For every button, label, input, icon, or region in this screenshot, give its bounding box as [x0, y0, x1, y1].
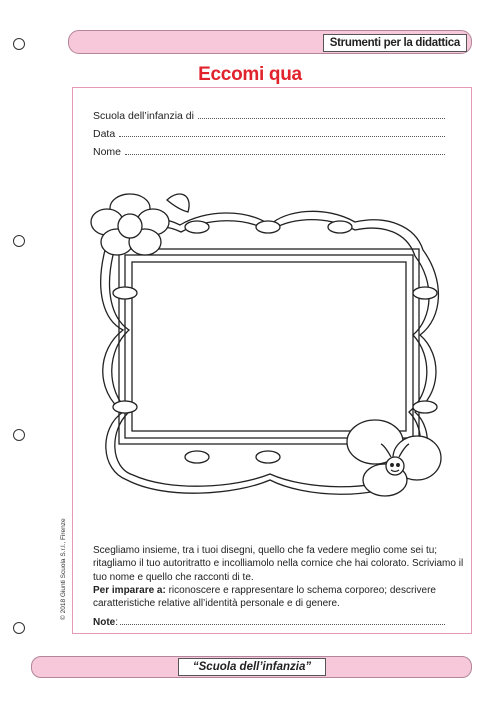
binder-hole-3 [13, 429, 25, 441]
binder-hole-1 [13, 38, 25, 50]
footer-bar [31, 656, 472, 678]
school-field[interactable] [93, 110, 445, 122]
date-field[interactable] [93, 128, 445, 140]
butterfly-drawing [347, 420, 441, 496]
note-fill-line[interactable] [120, 623, 445, 625]
binder-hole-2 [13, 235, 25, 247]
header-bar [68, 30, 472, 54]
school-fill-line[interactable] [198, 117, 445, 119]
date-fill-line[interactable] [119, 135, 445, 137]
instructions-body: Scegliamo insieme, tra i tuoi disegni, quello che fa vedere meglio come sei tu; ritagliamo il tuo autoritratto e incolliamolo nella cornice che hai colorato. Scriviamo il tuo nome e quello che racconti di te. [93, 545, 464, 583]
decorative-frame [85, 180, 455, 530]
name-label: Nome [93, 146, 122, 158]
instructions-text [93, 544, 465, 610]
copyright-text: © 2018 Giunti Scuola S.r.l., Firenze [60, 518, 67, 620]
learn-text: riconoscere e rappresentare lo schema corporeo; descrivere caratteristiche relative all’identità personale e di genere. [93, 584, 436, 610]
date-label: Data [93, 128, 116, 140]
note-label: Note [93, 617, 116, 628]
header-label: Strumenti per la didattica [323, 34, 467, 52]
binder-hole-4 [13, 622, 25, 634]
frame-inner-rect [125, 255, 413, 438]
flower-drawing [91, 194, 189, 255]
note-field[interactable]: Note : [93, 617, 445, 628]
name-field[interactable] [93, 146, 445, 158]
name-fill-line[interactable] [125, 153, 445, 155]
school-label: Scuola dell’infanzia di [93, 110, 194, 122]
learn-label: Per imparare a: [93, 584, 166, 596]
page-title: Eccomi qua [198, 64, 302, 85]
footer-label: “Scuola dell’infanzia” [178, 658, 326, 676]
